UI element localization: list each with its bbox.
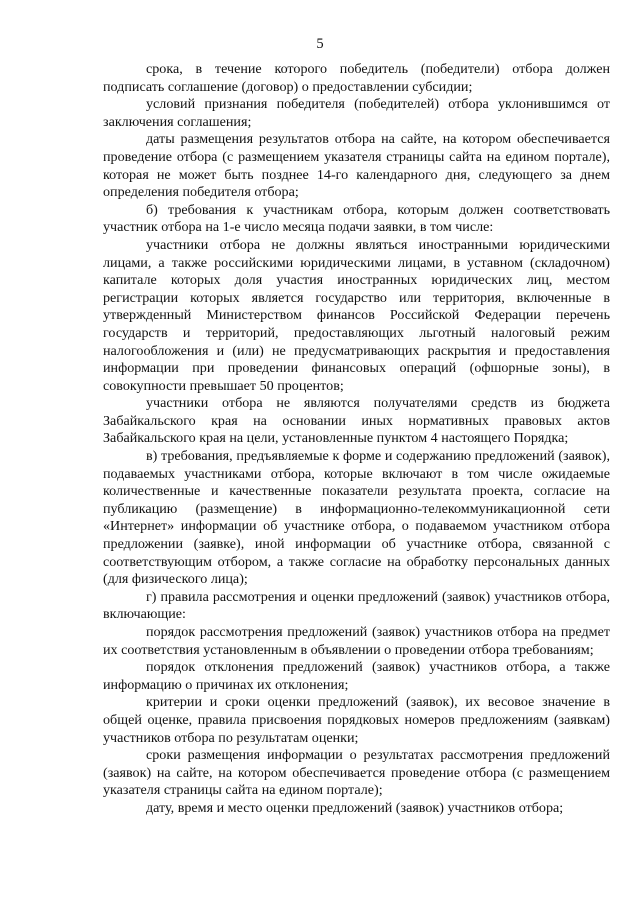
paragraph-evaluation-criteria: критерии и сроки оценки предложений (заявок), их весовое значение в общей оценке, правила присвоения порядковых номеров предложениям (заявкам) участников отбора по результатам оценки; [103, 694, 610, 746]
document-body [103, 61, 610, 818]
paragraph-evaluation-rules: г) правила рассмотрения и оценки предложений (заявок) участников отбора, включающие: [103, 588, 610, 623]
paragraph-evaluation-date-place: дату, время и место оценки предложений (заявок) участников отбора; [146, 799, 564, 816]
paragraph-review-procedure: порядок рассмотрения предложений (заявок) участников отбора на предмет их соответствия установленным в объявлении о проведении отбора требованиям; [103, 624, 610, 658]
paragraph-evasion-conditions: условий признания победителя (победителей) отбора уклонившимся от заключения соглашения; [103, 96, 610, 130]
paragraph-participant-requirements: б) требования к участникам отбора, которым должен соответствовать участник отбора на 1-е число месяца подачи заявки, в том числе: [103, 201, 610, 236]
paragraph-budget-recipients: участники отбора не являются получателями средств из бюджета Забайкальского края на основании иных нормативных правовых актов Забайкальского края на цели, установленные пунктом 4 настоящего Порядка; [103, 395, 610, 447]
paragraph-rejection-procedure: порядок отклонения предложений (заявок) участников отбора, а также информацию о причинах их отклонения; [103, 659, 610, 693]
paragraph-signing-deadline: срока, в течение которого победитель (победители) отбора должен подписать соглашение (договор) о предоставлении субсидии; [103, 61, 610, 95]
paragraph-application-form-requirements: в) требования, предъявляемые к форме и содержанию предложений (заявок), подаваемых участниками отбора, которые включают в том числе ожидаемые количественные и качественные показатели результата проекта, согласие на публикацию (размещение) в информационно-телекоммуникационной сети «Интернет» информации об участнике отбора, о подаваемом участником отбора предложении (заявке), иной информации об участнике отбора, связанной с соответствующим отбором, а также согласие на обработку персональных данных (для физического лица); [103, 448, 610, 588]
paragraph-review-results-publication: сроки размещения информации о результатах рассмотрения предложений (заявок) на сайте, на котором обеспечивается проведение отбора (с размещением указателя страницы сайта на едином портале); [103, 747, 610, 799]
paragraph-results-publication-date: даты размещения результатов отбора на сайте, на котором обеспечивается проведение отбора (с размещением указателя страницы сайта на едином портале), которая не может быть позднее 14-го календарного дня, следующего за днем определения победителя отбора; [103, 131, 610, 201]
paragraph-foreign-entities: участники отбора не должны являться иностранными юридическими лицами, а также российскими юридическими лицами, в уставном (складочном) капитале которых доля участия иностранных юридических лиц, местом регистрации которых является государство или территория, включенные в утвержденный Министерством финансов Российской Федерации перечень государств и территорий, предоставляющих льготный налоговый режим налогообложения и (или) не предусматривающих раскрытия и предоставления информации при проведении финансовых операций (офшорные зоны), в совокупности превышает 50 процентов; [103, 236, 610, 394]
page-number: 5 [316, 36, 324, 52]
